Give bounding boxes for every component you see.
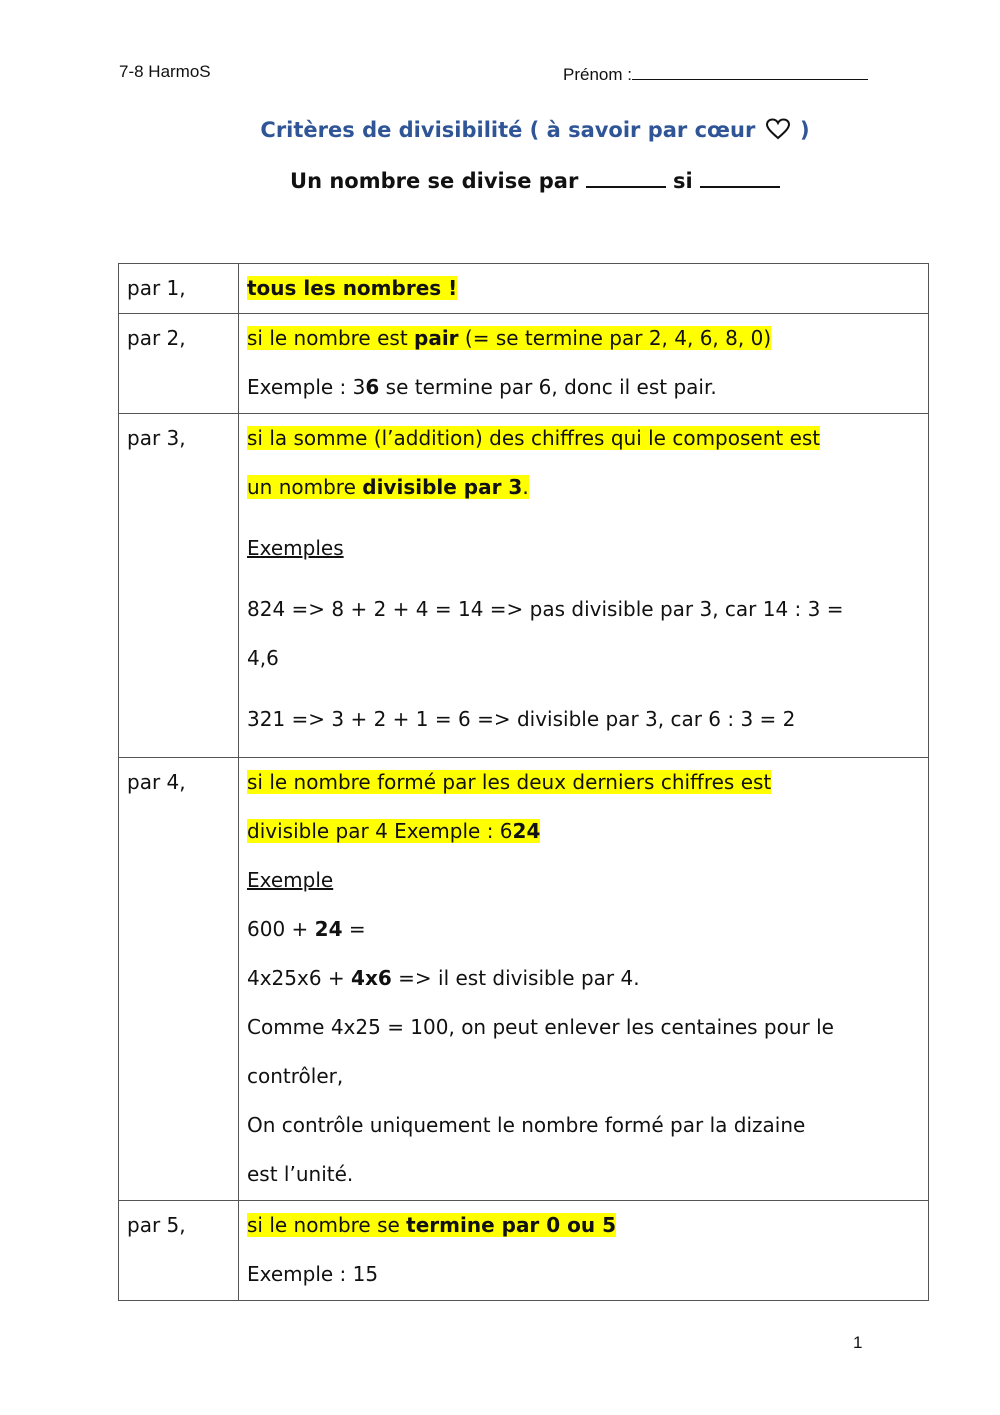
page-number: 1 bbox=[853, 1333, 863, 1352]
example-text: Exemple : 15 bbox=[247, 1262, 379, 1286]
title-text: Critères de divisibilité ( à savoir par cœur bbox=[260, 118, 756, 142]
table-row bbox=[119, 758, 929, 1201]
example-text: 4,6 bbox=[247, 646, 279, 670]
rule-text: si la somme (l’addition) des chiffres qui le composent est bbox=[247, 426, 821, 450]
title-close-paren: ) bbox=[799, 118, 810, 142]
row-content bbox=[239, 1201, 929, 1301]
name-label: Prénom : bbox=[563, 65, 632, 84]
example-text: Exemple : 36 se termine par 6, donc il est pair. bbox=[247, 375, 717, 399]
table-row bbox=[119, 314, 929, 414]
example-text: 600 + 24 = bbox=[247, 917, 366, 941]
row-label: par 4, bbox=[119, 758, 239, 1201]
subtitle-part1: Un nombre se divise par bbox=[290, 169, 579, 193]
name-field bbox=[563, 62, 868, 85]
explanation-text: Comme 4x25 = 100, on peut enlever les centaines pour le bbox=[247, 1015, 834, 1039]
example-text: 824 => 8 + 2 + 4 = 14 => pas divisible par 3, car 14 : 3 = bbox=[247, 597, 844, 621]
row-label: par 3, bbox=[119, 414, 239, 758]
rule-text: divisible par 4 Exemple : 624 bbox=[247, 819, 541, 843]
examples-heading: Exemples bbox=[247, 536, 344, 560]
rule-text: si le nombre se termine par 0 ou 5 bbox=[247, 1213, 616, 1237]
row-label: par 1, bbox=[119, 264, 239, 314]
divisibility-table bbox=[118, 263, 929, 1301]
class-level: 7-8 HarmoS bbox=[119, 62, 211, 81]
subtitle-blank-1 bbox=[586, 168, 666, 188]
explanation-text: On contrôle uniquement le nombre formé par la dizaine bbox=[247, 1113, 806, 1137]
page-title bbox=[0, 118, 1000, 145]
subtitle-part2: si bbox=[672, 169, 693, 193]
subtitle bbox=[0, 168, 1000, 193]
heart-icon bbox=[765, 118, 791, 145]
example-text: 321 => 3 + 2 + 1 = 6 => divisible par 3, car 6 : 3 = 2 bbox=[247, 707, 796, 731]
table-row bbox=[119, 1201, 929, 1301]
row-content bbox=[239, 264, 929, 314]
table-row bbox=[119, 414, 929, 758]
explanation-text: est l’unité. bbox=[247, 1162, 354, 1186]
rule-text: un nombre divisible par 3. bbox=[247, 475, 529, 499]
table-row bbox=[119, 264, 929, 314]
rule-text: si le nombre est pair (= se termine par 2, 4, 6, 8, 0) bbox=[247, 326, 772, 350]
row-label: par 5, bbox=[119, 1201, 239, 1301]
row-content bbox=[239, 414, 929, 758]
explanation-text: contrôler, bbox=[247, 1064, 344, 1088]
rule-text: tous les nombres ! bbox=[247, 276, 458, 300]
rule-text: si le nombre formé par les deux derniers chiffres est bbox=[247, 770, 772, 794]
row-content bbox=[239, 314, 929, 414]
example-text: 4x25x6 + 4x6 => il est divisible par 4. bbox=[247, 966, 640, 990]
row-content bbox=[239, 758, 929, 1201]
subtitle-blank-2 bbox=[700, 168, 780, 188]
example-heading: Exemple bbox=[247, 868, 334, 892]
name-blank-line bbox=[632, 62, 868, 80]
row-label: par 2, bbox=[119, 314, 239, 414]
